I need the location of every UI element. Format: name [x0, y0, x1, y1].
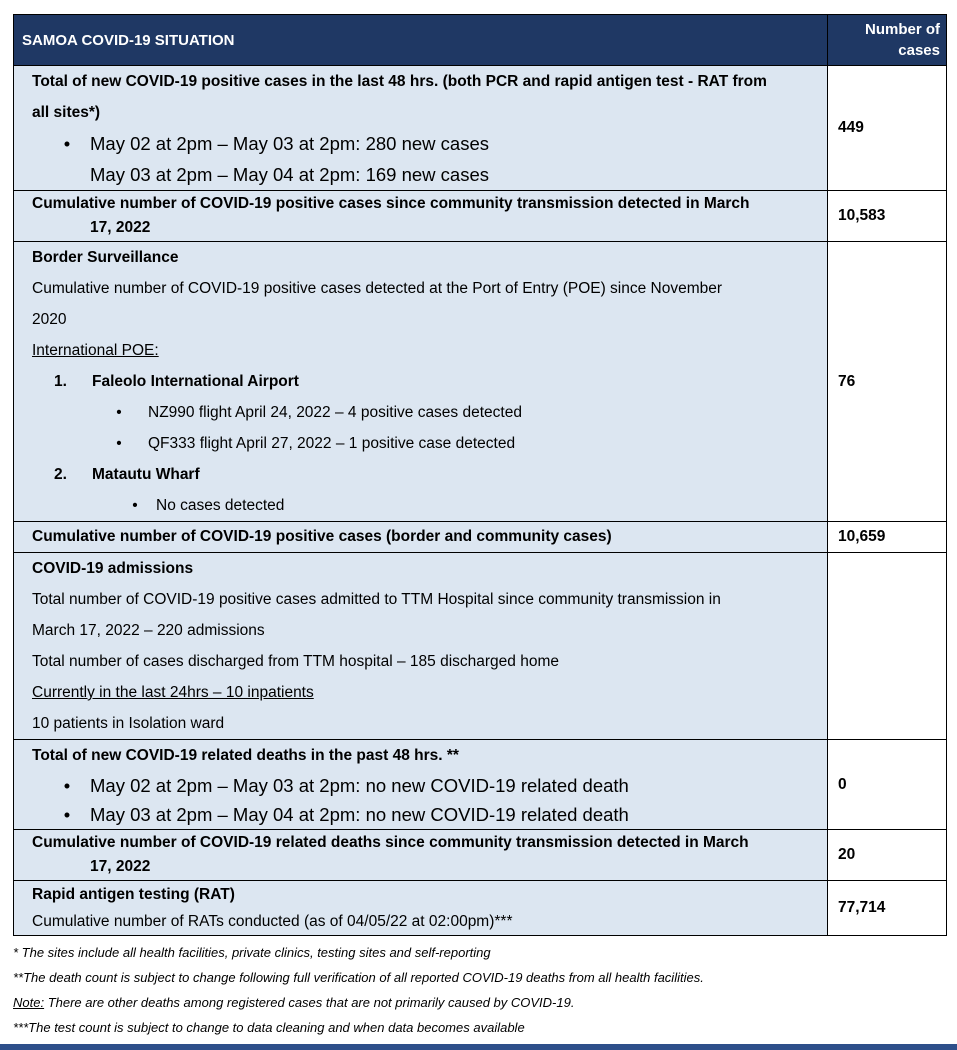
table-title: SAMOA COVID-19 SITUATION — [14, 15, 828, 66]
note-label: Note: — [13, 995, 45, 1010]
new-deaths-heading: Total of new COVID-19 related deaths in the past 48 hrs. ** — [32, 747, 459, 764]
rat-cell — [14, 881, 828, 936]
poe-item-2-label: Matautu Wharf — [92, 466, 200, 483]
new-deaths-bullet-text-2: May 03 at 2pm – May 04 at 2pm: no new COVID-19 related death — [90, 804, 629, 825]
cumulative-community-row — [14, 191, 947, 242]
cumulative-deaths-value: 20 — [828, 830, 947, 881]
bullet-dot: • — [63, 804, 71, 825]
admissions-value — [828, 553, 947, 740]
border-desc-line2: 2020 — [32, 311, 67, 328]
cumulative-deaths-row — [14, 830, 947, 881]
wharf-bullet — [32, 490, 817, 521]
poe-item-2-number: 2. — [54, 466, 67, 483]
new-cases-bullet-2: May 03 at 2pm – May 04 at 2pm: 169 new cases — [90, 164, 489, 185]
footnote-1: * The sites include all health facilities, private clinics, testing sites and self-reporting — [13, 945, 491, 960]
admissions-line1: Total number of COVID-19 positive cases admitted to TTM Hospital since community transmission in — [32, 591, 721, 608]
cumulative-total-value: 10,659 — [828, 522, 947, 553]
new-deaths-value: 0 — [828, 740, 947, 830]
flight-text-2: QF333 flight April 27, 2022 – 1 positive case detected — [148, 435, 516, 452]
admissions-line3: Total number of cases discharged from TTM hospital – 185 discharged home — [32, 653, 559, 670]
cumulative-deaths-line2: 17, 2022 — [90, 858, 151, 875]
border-surveillance-row — [14, 242, 947, 522]
bullet-dot: • — [132, 497, 138, 514]
bullet-dot: • — [116, 435, 122, 452]
footnote-3 — [13, 990, 946, 1015]
cumulative-community-line2: 17, 2022 — [90, 219, 151, 236]
cumulative-deaths-line1: Cumulative number of COVID-19 related deaths since community transmission detected in March — [32, 834, 749, 851]
covid-situation-table — [13, 14, 947, 936]
cumulative-total-label: Cumulative number of COVID-19 positive cases (border and community cases) — [14, 522, 828, 553]
new-cases-cell — [14, 66, 828, 191]
poe-item-1 — [32, 366, 817, 397]
admissions-heading: COVID-19 admissions — [32, 560, 194, 577]
border-desc-line1: Cumulative number of COVID-19 positive cases detected at the Port of Entry (POE) since November — [32, 280, 723, 297]
rat-heading: Rapid antigen testing (RAT) — [32, 886, 235, 903]
number-of-cases-header — [828, 15, 947, 66]
rat-line1: Cumulative number of RATs conducted (as of 04/05/22 at 02:00pm)*** — [32, 913, 513, 930]
new-deaths-bullet-text-1: May 02 at 2pm – May 03 at 2pm: no new COVID-19 related death — [90, 775, 629, 796]
flight-text-1: NZ990 flight April 24, 2022 – 4 positive cases detected — [148, 404, 522, 421]
new-cases-line2: all sites*) — [32, 104, 101, 121]
wharf-text: No cases detected — [156, 497, 285, 514]
new-cases-bullet-1 — [32, 128, 817, 160]
new-cases-line1: Total of new COVID-19 positive cases in the last 48 hrs. (both PCR and rapid antigen test - RAT from — [32, 73, 767, 90]
number-of-cases-header-line1: Number of — [865, 21, 940, 38]
new-deaths-row — [14, 740, 947, 830]
note-text: There are other deaths among registered cases that are not primarily caused by COVID-19. — [44, 995, 575, 1010]
cumulative-community-line1: Cumulative number of COVID-19 positive cases since community transmission detected in March — [32, 195, 750, 212]
situation-report — [13, 14, 946, 1040]
cumulative-total-row — [14, 522, 947, 553]
poe-item-2 — [32, 459, 817, 490]
rat-value: 77,714 — [828, 881, 947, 936]
new-cases-row — [14, 66, 947, 191]
poe-item-1-number: 1. — [54, 373, 67, 390]
border-surveillance-cell — [14, 242, 828, 522]
border-heading: Border Surveillance — [32, 249, 179, 266]
footnote-2: **The death count is subject to change following full verification of all reported COVID-19 deaths from all health facilities. — [13, 970, 704, 985]
admissions-line5: 10 patients in Isolation ward — [32, 715, 225, 732]
cumulative-community-value: 10,583 — [828, 191, 947, 242]
new-cases-value: 449 — [828, 66, 947, 191]
flight-bullet-2 — [32, 428, 817, 459]
border-value: 76 — [828, 242, 947, 522]
new-deaths-bullet-1 — [32, 771, 817, 801]
poe-item-1-label: Faleolo International Airport — [92, 373, 299, 390]
bottom-bar — [0, 1044, 957, 1050]
flight-bullet-1 — [32, 397, 817, 428]
footnote-4: ***The test count is subject to change to data cleaning and when data becomes available — [13, 1020, 525, 1035]
cumulative-deaths-cell — [14, 830, 828, 881]
new-deaths-bullet-2 — [32, 801, 817, 829]
new-cases-bullet-text-1: May 02 at 2pm – May 03 at 2pm: 280 new cases — [90, 133, 489, 154]
bullet-dot: • — [116, 404, 122, 421]
footnotes — [13, 940, 946, 1040]
admissions-line4: Currently in the last 24hrs – 10 inpatients — [32, 684, 314, 701]
cumulative-community-cell — [14, 191, 828, 242]
number-of-cases-header-line2: cases — [898, 42, 940, 59]
admissions-line2: March 17, 2022 – 220 admissions — [32, 622, 265, 639]
admissions-cell — [14, 553, 828, 740]
new-deaths-cell — [14, 740, 828, 830]
bullet-dot: • — [63, 133, 71, 154]
table-header-row — [14, 15, 947, 66]
international-poe-label: International POE: — [32, 342, 159, 359]
rat-row — [14, 881, 947, 936]
bullet-dot: • — [63, 775, 71, 796]
admissions-row — [14, 553, 947, 740]
